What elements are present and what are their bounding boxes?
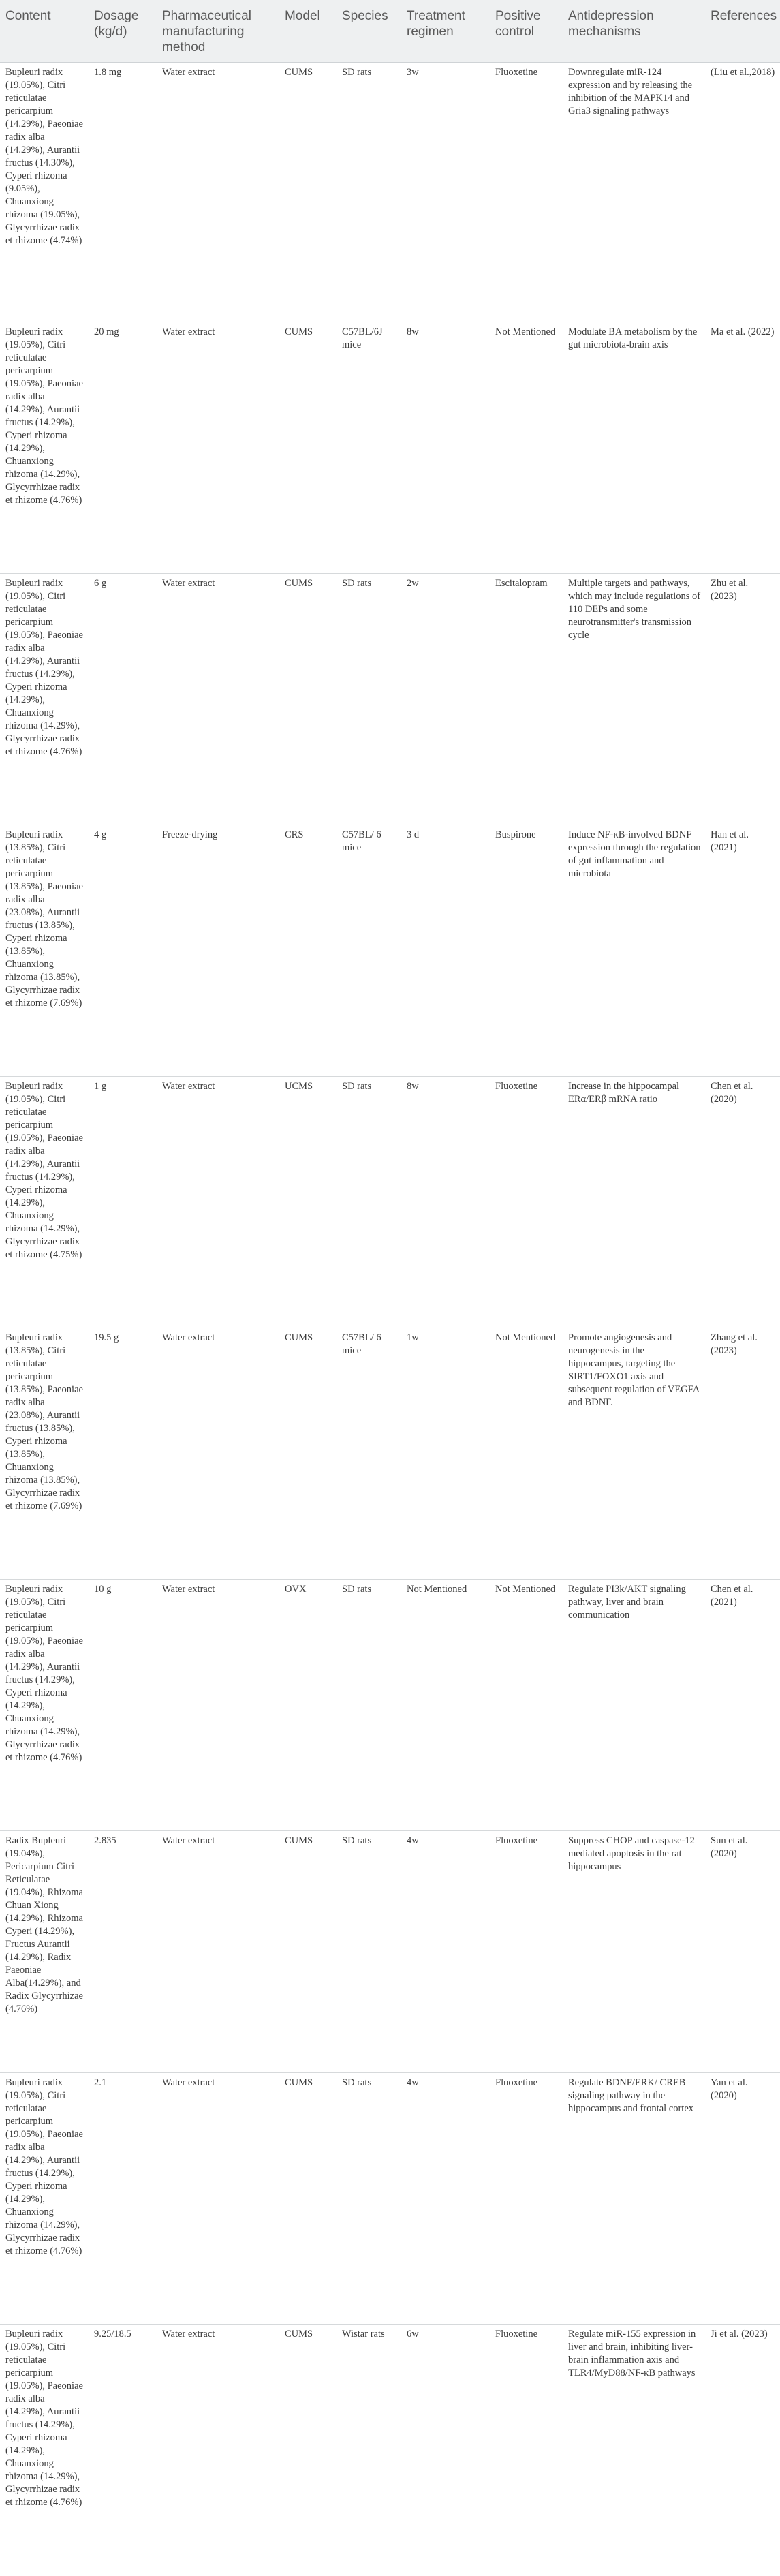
table-cell: Regulate BDNF/ERK/ CREB signaling pathway in the hippocampus and frontal cortex [563,2073,705,2325]
table-cell: Radix Bupleuri (19.04%), Pericarpium Citri Reticulatae (19.04%), Rhizoma Chuan Xiong (14.29%), Rhizoma Cyperi (14.29%), Fructus Aurantii (14.29%), Radix Paeoniae Alba(14.29%), and Radix Glycyrrhizae (4.76%) [0,1831,89,2073]
table-cell: 9.25/18.5 [89,2325,157,2576]
table-cell: Fluoxetine [490,2325,563,2576]
table-cell: Not Mentioned [490,322,563,574]
table-cell: Not Mentioned [490,1328,563,1580]
table-cell: Water extract [157,2325,279,2576]
column-header: References [705,0,780,63]
table-cell: Ji et al. (2023) [705,2325,780,2576]
table-cell: Chen et al. (2020) [705,1077,780,1328]
table-cell: Yan et al. (2020) [705,2073,780,2325]
table-row [0,1328,780,1580]
table-cell: 10 g [89,1580,157,1831]
table-cell: (Liu et al.,2018) [705,63,780,322]
table-cell: Bupleuri radix (19.05%), Citri reticulatae pericarpium (19.05%), Paeoniae radix alba (14.29%), Aurantii fructus (14.29%), Cyperi rhizoma (14.29%), Chuanxiong rhizoma (14.29%), Glycyrrhizae radix et rhizome (4.76%) [0,322,89,574]
table-cell: Bupleuri radix (19.05%), Citri reticulatae pericarpium (19.05%), Paeoniae radix alba (14.29%), Aurantii fructus (14.29%), Cyperi rhizoma (14.29%), Chuanxiong rhizoma (14.29%), Glycyrrhizae radix et rhizome (4.76%) [0,574,89,825]
table-cell: Water extract [157,1831,279,2073]
table-cell: Regulate PI3k/AKT signaling pathway, liver and brain communication [563,1580,705,1831]
table-cell: Freeze-drying [157,825,279,1077]
table-cell: OVX [279,1580,337,1831]
table-cell: 20 mg [89,322,157,574]
table-cell: Multiple targets and pathways, which may include regulations of 110 DEPs and some neurotransmitter's transmission cycle [563,574,705,825]
table-cell: UCMS [279,1077,337,1328]
table-cell: Regulate miR-155 expression in liver and brain, inhibiting liver-brain inflammation axis and TLR4/MyD88/NF-κB pathways [563,2325,705,2576]
table-cell: Chen et al. (2021) [705,1580,780,1831]
table-cell: SD rats [337,1831,401,2073]
table-cell: CUMS [279,2073,337,2325]
table-cell: CUMS [279,1328,337,1580]
table-cell: Bupleuri radix (19.05%), Citri reticulatae pericarpium (14.29%), Paeoniae radix alba (14.29%), Aurantii fructus (14.30%), Cyperi rhizoma (9.05%), Chuanxiong rhizoma (19.05%), Glycyrrhizae radix et rhizome (4.74%) [0,63,89,322]
table-cell: Downregulate miR-124 expression and by releasing the inhibition of the MAPK14 and Gria3 signaling pathways [563,63,705,322]
table-row [0,2325,780,2576]
table-cell: CUMS [279,574,337,825]
table-cell: 6w [401,2325,490,2576]
table-cell: Promote angiogenesis and neurogenesis in the hippocampus, targeting the SIRT1/FOXO1 axis and subsequent regulation of VEGFA and BDNF. [563,1328,705,1580]
table-row [0,322,780,574]
table-cell: Suppress CHOP and caspase-12 mediated apoptosis in the rat hippocampus [563,1831,705,2073]
table-cell: 2w [401,574,490,825]
table-cell: Han et al. (2021) [705,825,780,1077]
table-cell: Modulate BA metabolism by the gut microbiota-brain axis [563,322,705,574]
table-cell: Not Mentioned [401,1580,490,1831]
table-cell: Ma et al. (2022) [705,322,780,574]
table-cell: CUMS [279,63,337,322]
column-header: Model [279,0,337,63]
column-header: Pharmaceutical manufacturing method [157,0,279,63]
table-cell: CUMS [279,2325,337,2576]
table-cell: C57BL/ 6 mice [337,1328,401,1580]
table-cell: CUMS [279,322,337,574]
table-row [0,2073,780,2325]
table-cell: CUMS [279,1831,337,2073]
table-cell: 1 g [89,1077,157,1328]
table-cell: 3w [401,63,490,322]
table-cell: Bupleuri radix (13.85%), Citri reticulatae pericarpium (13.85%), Paeoniae radix alba (23.08%), Aurantii fructus (13.85%), Cyperi rhizoma (13.85%), Chuanxiong rhizoma (13.85%), Glycyrrhizae radix et rhizome (7.69%) [0,825,89,1077]
table-cell: 4w [401,1831,490,2073]
column-header: Species [337,0,401,63]
column-header: Content [0,0,89,63]
table-cell: CRS [279,825,337,1077]
table-cell: Fluoxetine [490,2073,563,2325]
table-cell: 19.5 g [89,1328,157,1580]
table-cell: 4 g [89,825,157,1077]
table-cell: 1w [401,1328,490,1580]
table-cell: Induce NF-κB-involved BDNF expression through the regulation of gut inflammation and microbiota [563,825,705,1077]
table-cell: 2.1 [89,2073,157,2325]
table-cell: Fluoxetine [490,63,563,322]
table-row [0,1831,780,2073]
table-cell: Water extract [157,322,279,574]
table-cell: Zhu et al. (2023) [705,574,780,825]
table-cell: Bupleuri radix (13.85%), Citri reticulatae pericarpium (13.85%), Paeoniae radix alba (23.08%), Aurantii fructus (13.85%), Cyperi rhizoma (13.85%), Chuanxiong rhizoma (13.85%), Glycyrrhizae radix et rhizome (7.69%) [0,1328,89,1580]
column-header: Treatment regimen [401,0,490,63]
table-cell: Sun et al. (2020) [705,1831,780,2073]
table-row [0,63,780,322]
table-cell: Increase in the hippocampal ERα/ERβ mRNA ratio [563,1077,705,1328]
table-cell: Buspirone [490,825,563,1077]
table-cell: SD rats [337,2073,401,2325]
table-cell: C57BL/ 6 mice [337,825,401,1077]
table-row [0,1580,780,1831]
table-cell: SD rats [337,1580,401,1831]
table-cell: SD rats [337,1077,401,1328]
table-cell: Bupleuri radix (19.05%), Citri reticulatae pericarpium (19.05%), Paeoniae radix alba (14.29%), Aurantii fructus (14.29%), Cyperi rhizoma (14.29%), Chuanxiong rhizoma (14.29%), Glycyrrhizae radix et rhizome (4.75%) [0,1077,89,1328]
table-cell: SD rats [337,63,401,322]
table-cell: Bupleuri radix (19.05%), Citri reticulatae pericarpium (19.05%), Paeoniae radix alba (14.29%), Aurantii fructus (14.29%), Cyperi rhizoma (14.29%), Chuanxiong rhizoma (14.29%), Glycyrrhizae radix et rhizome (4.76%) [0,2073,89,2325]
header-row [0,0,780,63]
table-row [0,574,780,825]
table-cell: Water extract [157,1580,279,1831]
table-cell: Water extract [157,574,279,825]
table-cell: Not Mentioned [490,1580,563,1831]
table-row [0,1077,780,1328]
table-cell: Wistar rats [337,2325,401,2576]
table-cell: 1.8 mg [89,63,157,322]
table-body [0,63,780,2576]
table-cell: Water extract [157,1328,279,1580]
table-cell: C57BL/6J mice [337,322,401,574]
table-cell: 8w [401,1077,490,1328]
table-cell: Escitalopram [490,574,563,825]
table-cell: 8w [401,322,490,574]
column-header: Dosage (kg/d) [89,0,157,63]
table-cell: Water extract [157,63,279,322]
table-cell: Water extract [157,2073,279,2325]
table-cell: 4w [401,2073,490,2325]
column-header: Antidepression mechanisms [563,0,705,63]
table-row [0,825,780,1077]
table-cell: 3 d [401,825,490,1077]
table-header [0,0,780,63]
table-cell: Fluoxetine [490,1077,563,1328]
table-cell: 6 g [89,574,157,825]
table-cell: Zhang et al. (2023) [705,1328,780,1580]
table-cell: SD rats [337,574,401,825]
table-cell: Bupleuri radix (19.05%), Citri reticulatae pericarpium (19.05%), Paeoniae radix alba (14.29%), Aurantii fructus (14.29%), Cyperi rhizoma (14.29%), Chuanxiong rhizoma (14.29%), Glycyrrhizae radix et rhizome (4.76%) [0,1580,89,1831]
table-cell: Fluoxetine [490,1831,563,2073]
table-cell: Bupleuri radix (19.05%), Citri reticulatae pericarpium (19.05%), Paeoniae radix alba (14.29%), Aurantii fructus (14.29%), Cyperi rhizoma (14.29%), Chuanxiong rhizoma (14.29%), Glycyrrhizae radix et rhizome (4.76%) [0,2325,89,2576]
table-cell: 2.835 [89,1831,157,2073]
column-header: Positive control [490,0,563,63]
table-cell: Water extract [157,1077,279,1328]
